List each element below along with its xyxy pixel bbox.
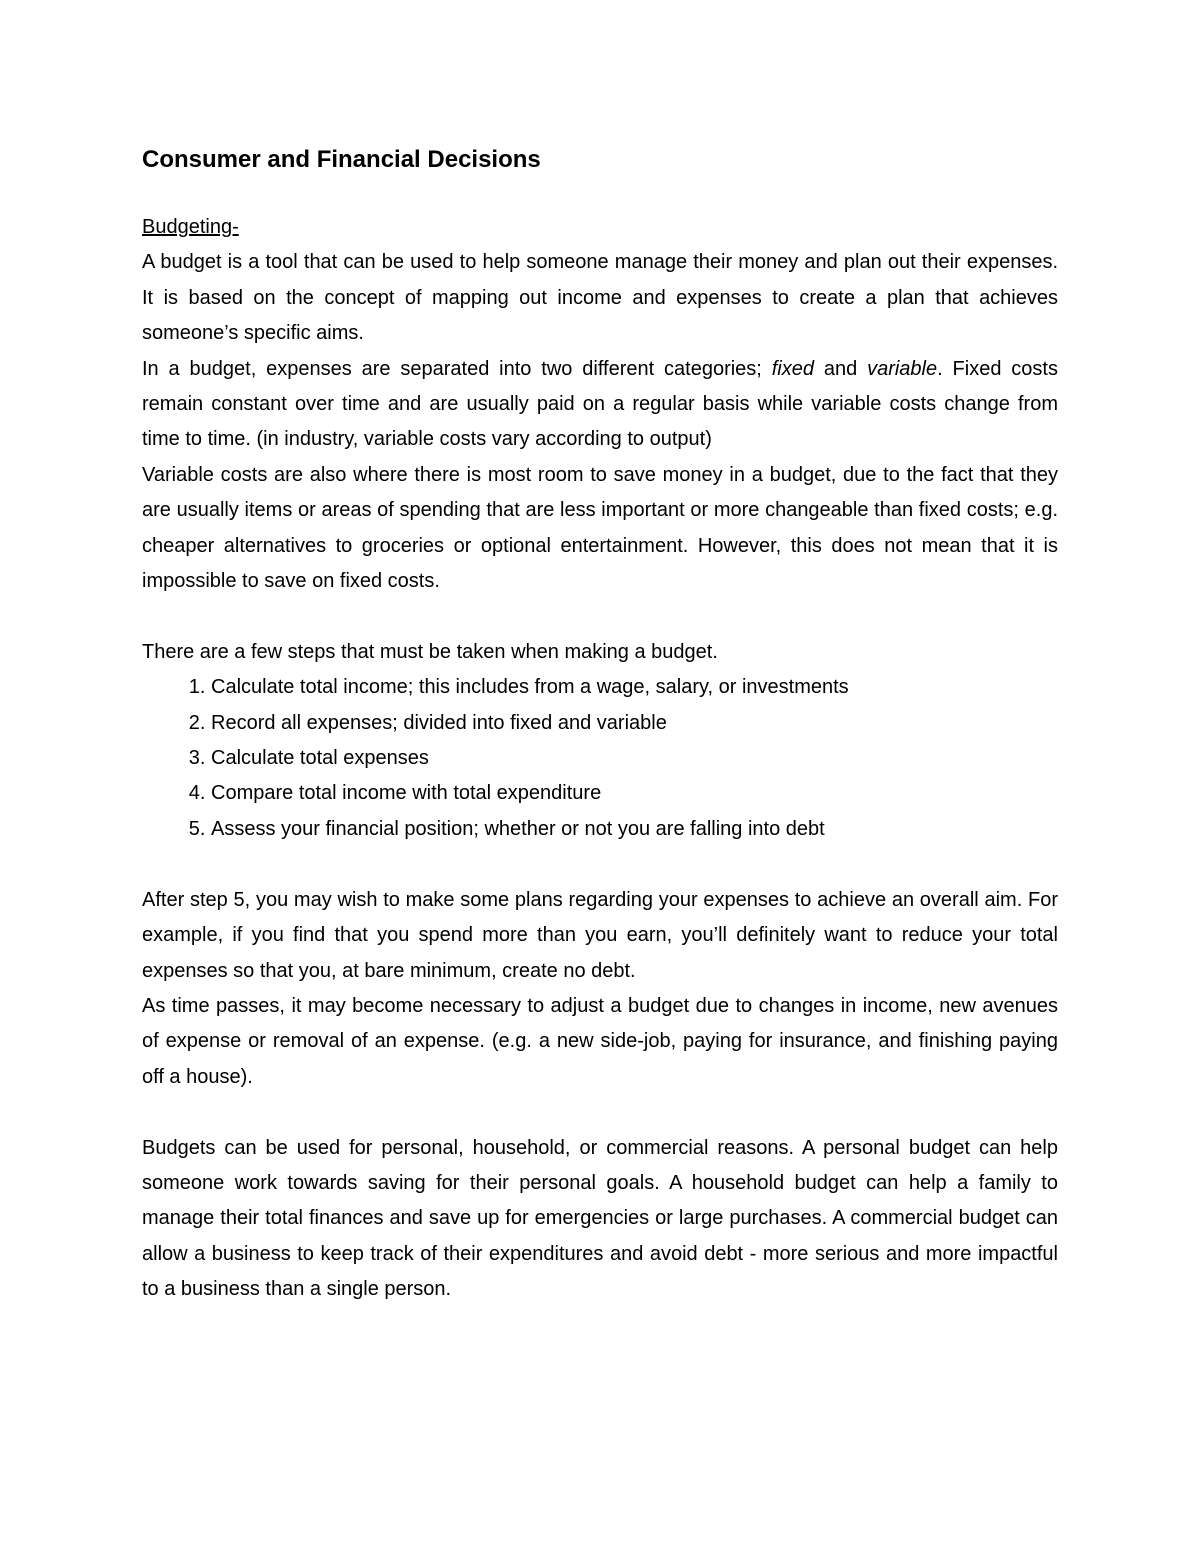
steps-intro: There are a few steps that must be taken when making a budget. bbox=[142, 640, 718, 663]
spacer bbox=[142, 1095, 1058, 1130]
spacer bbox=[142, 847, 1058, 882]
paragraph-variable-costs: Variable costs are also where there is most room to save money in a budget, due to the fact that they are usually items or areas of spending that are less important or more changeable than fixed costs; e.g. cheaper alternatives to groceries or optional entertainment. However, this does not mean that it is impossible to save on fixed costs. bbox=[142, 463, 1058, 593]
term-variable: variable bbox=[867, 357, 938, 380]
paragraph-budget-definition: A budget is a tool that can be used to help someone manage their money and plan out their expenses. It is based on the concept of mapping out income and expenses to create a plan that achieves someone’s specific aims. bbox=[142, 251, 1058, 345]
paragraph-expense-categories-and: and bbox=[813, 357, 868, 380]
paragraph-expense-categories-after: . Fixed costs remain constant over time and are usually paid on a regular basis while variable costs change from time to time. (in industry, variable costs vary according to output) bbox=[142, 357, 1058, 451]
list-item: 3. Calculate total expenses bbox=[211, 741, 1058, 776]
section-heading-budgeting: Budgeting- bbox=[142, 216, 239, 238]
spacer bbox=[142, 599, 1058, 634]
list-item: 1. Calculate total income; this includes from a wage, salary, or investments bbox=[211, 670, 1058, 705]
list-item: 5. Assess your financial position; whether or not you are falling into debt bbox=[211, 812, 1058, 847]
page-title: Consumer and Financial Decisions bbox=[142, 146, 541, 173]
paragraph-after-step-5: After step 5, you may wish to make some plans regarding your expenses to achieve an overall aim. For example, if you find that you spend more than you earn, you’ll definitely want to reduce your total expenses so that you, at bare minimum, create no debt. bbox=[142, 888, 1058, 982]
list-item: 4. Compare total income with total expenditure bbox=[211, 776, 1058, 811]
paragraph-budget-types: Budgets can be used for personal, household, or commercial reasons. A personal budget can help someone work towards saving for their personal goals. A household budget can help a family to manage their total finances and save up for emergencies or large purchases. A commercial budget can allow a business to keep track of their expenditures and avoid debt - more serious and more impactful to a business than a single person. bbox=[142, 1136, 1058, 1301]
document-page bbox=[142, 140, 1058, 1308]
paragraph-expense-categories bbox=[142, 352, 1058, 458]
paragraph-expense-categories-before: In a budget, expenses are separated into two different categories; bbox=[142, 357, 772, 380]
list-item: 2. Record all expenses; divided into fixed and variable bbox=[211, 706, 1058, 741]
paragraph-adjust-budget: As time passes, it may become necessary to adjust a budget due to changes in income, new avenues of expense or removal of an expense. (e.g. a new side-job, paying for insurance, and finishing paying off a house). bbox=[142, 994, 1058, 1088]
steps-list bbox=[142, 670, 1058, 847]
term-fixed: fixed bbox=[771, 357, 814, 380]
